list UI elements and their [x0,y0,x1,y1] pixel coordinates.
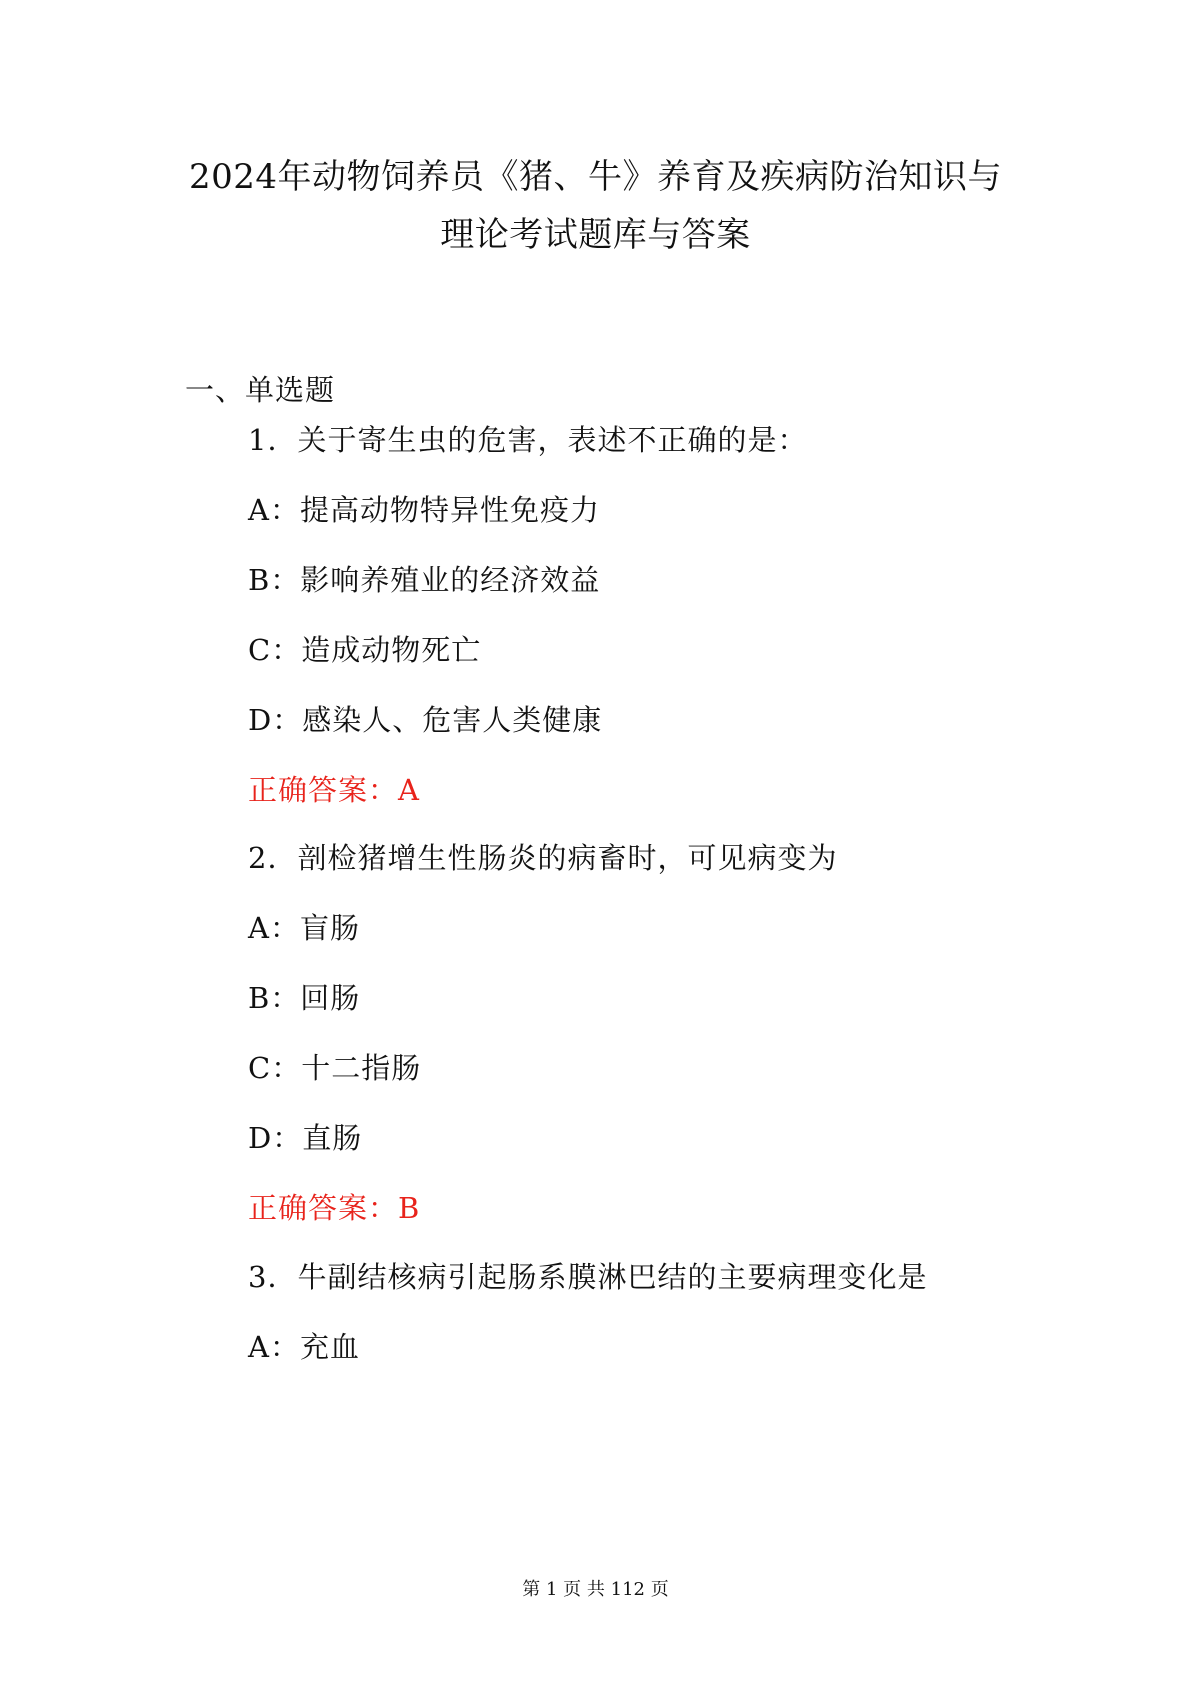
correct-answer: 正确答案：B [248,1191,421,1225]
page-footer: 第 1 页 共 112 页 [522,1579,669,1600]
title-line-2: 理论考试题库与答案 [440,215,751,255]
option-c: C：造成动物死亡 [248,633,482,667]
option-a: A：提高动物特异性免疫力 [248,493,600,527]
option-a: A：充血 [248,1330,360,1364]
section-heading: 一、单选题 [185,373,336,407]
question-stem: 1．关于寄生虫的危害，表述不正确的是： [248,423,808,457]
option-b: B：影响养殖业的经济效益 [248,563,601,597]
question-stem: 3．牛副结核病引起肠系膜淋巴结的主要病理变化是 [248,1260,928,1294]
option-d: D：感染人、危害人类健康 [248,703,603,737]
title-line-1: 2024年动物饲养员《猪、牛》养育及疾病防治知识与 [188,157,1003,197]
option-a: A：盲肠 [248,911,360,945]
correct-answer: 正确答案：A [248,773,420,807]
question-stem: 2．剖检猪增生性肠炎的病畜时，可见病变为 [248,841,838,875]
option-d: D：直肠 [248,1121,363,1155]
document-title [0,148,1191,264]
option-c: C：十二指肠 [248,1051,422,1085]
option-b: B：回肠 [248,981,361,1015]
